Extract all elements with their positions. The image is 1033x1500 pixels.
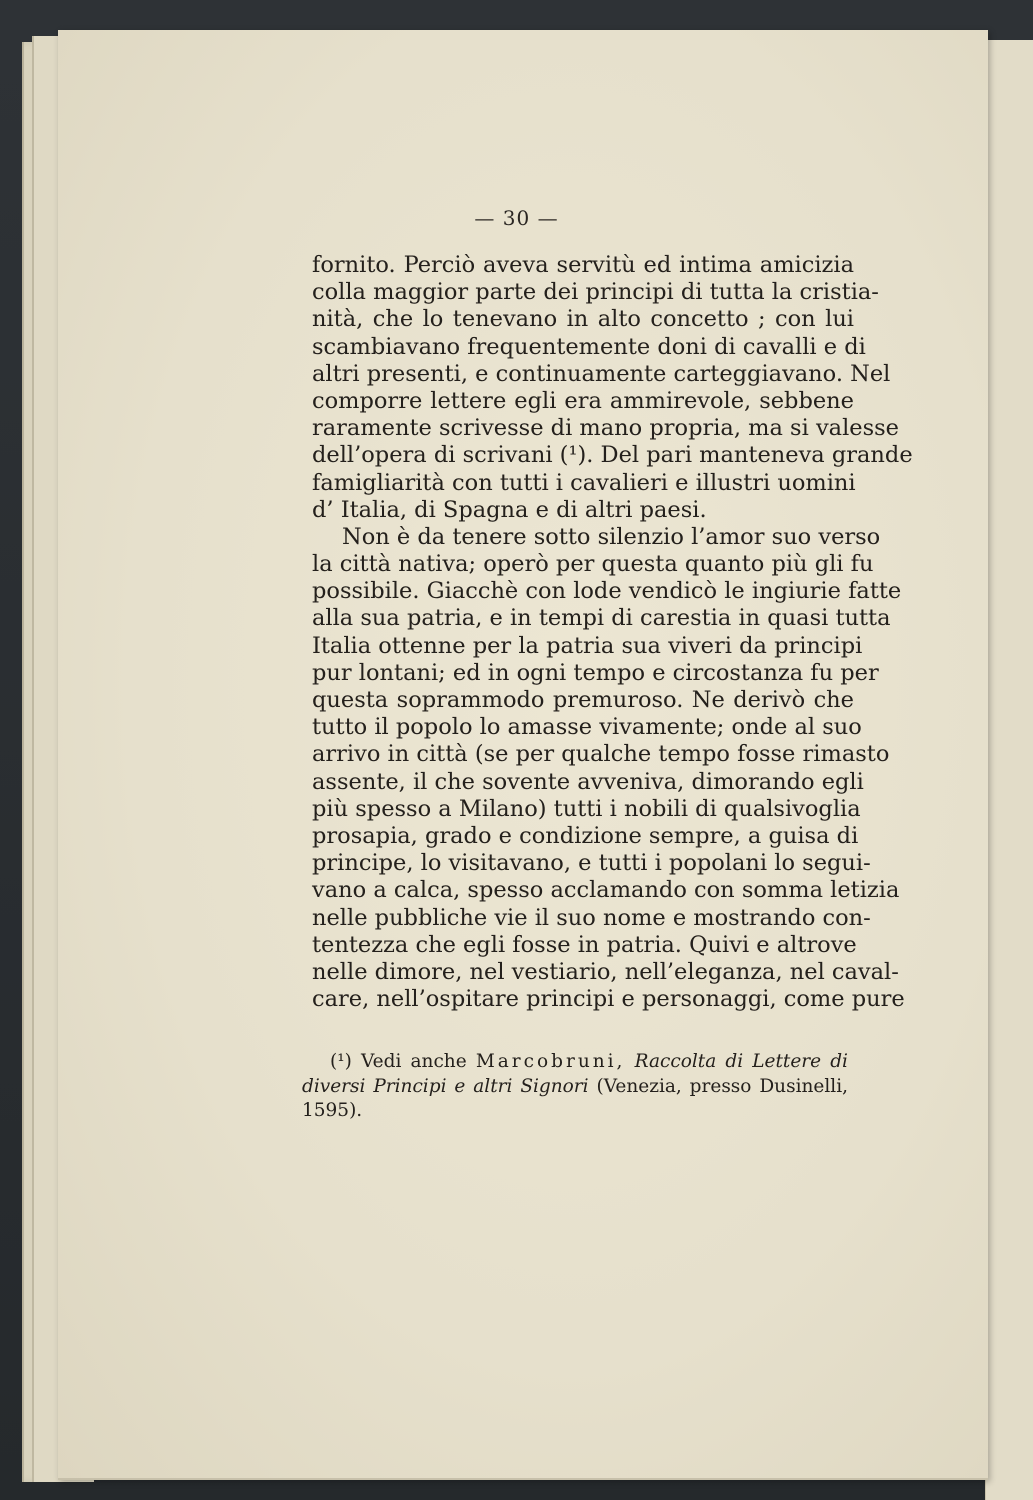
text-line: scambiavano frequentemente doni di cavalli e di xyxy=(312,333,866,360)
text-line: principe, lo visitavano, e tutti i popolani lo segui- xyxy=(312,850,871,877)
text-line: tutto il popolo lo amasse vivamente; onde al suo xyxy=(312,714,862,741)
text-line: colla maggior parte dei principi di tutta la cristia- xyxy=(312,279,879,306)
text-line: d’ Italia, di Spagna e di altri paesi. xyxy=(312,496,707,523)
footnote-title: Raccolta di Lettere di xyxy=(634,1051,848,1072)
footnote-publisher: (Venezia, presso Dusinelli, xyxy=(596,1075,849,1097)
text-line: prosapia, grado e condizione sempre, a guisa di xyxy=(312,822,859,849)
footnote-author: Marcobruni, xyxy=(475,1051,626,1072)
text-line: dell’opera di scrivani (¹). Del pari manteneva grande xyxy=(312,442,913,469)
text-line: fornito. Perciò aveva servitù ed intima amicizia xyxy=(312,252,854,278)
text-line: questa soprammodo premuroso. Ne derivò che xyxy=(312,687,854,713)
text-line: nelle pubbliche vie il suo nome e mostrando con- xyxy=(312,904,871,931)
page-number: — 30 — xyxy=(474,206,559,230)
footnote-line xyxy=(302,1050,848,1075)
text-line: nità, che lo tenevano in alto concetto ; con lui xyxy=(312,306,854,333)
text-line: la città nativa; operò per questa quanto più gli fu xyxy=(312,551,874,578)
footnote-marker: (¹) xyxy=(330,1051,352,1072)
text-line: care, nell’ospitare principi e personaggi, come pure xyxy=(312,986,905,1013)
text-line: Italia ottenne per la patria sua viveri da principi xyxy=(312,632,863,659)
footnote-intro: Vedi anche xyxy=(361,1051,467,1072)
text-line: nelle dimore, nel vestiario, nell’eleganza, nel caval- xyxy=(312,958,899,985)
text-line: famigliarità con tutti i cavalieri e illustri uomini xyxy=(312,469,856,496)
text-line: raramente scrivesse di mano propria, ma si valesse xyxy=(312,415,899,442)
text-line: più spesso a Milano) tutti i nobili di qualsivoglia xyxy=(312,795,861,822)
text-line: arrivo in città (se per qualche tempo fosse rimasto xyxy=(312,741,890,768)
text-line: tentezza che egli fosse in patria. Quivi e altrove xyxy=(312,931,857,958)
body-text xyxy=(312,252,913,1013)
text-line: comporre lettere egli era ammirevole, sebbene xyxy=(312,387,854,414)
footnote-year: 1595). xyxy=(302,1100,363,1121)
footnote-line xyxy=(302,1075,848,1100)
text-line: pur lontani; ed in ogni tempo e circostanza fu per xyxy=(312,659,879,686)
text-line: assente, il che sovente avveniva, dimorando egli xyxy=(312,768,864,795)
footnote-title-cont: diversi Principi e altri Signori xyxy=(302,1075,589,1097)
text-line: possibile. Giacchè con lode vendicò le ingiurie fatte xyxy=(312,578,902,605)
text-line: alla sua patria, e in tempi di carestia in quasi tutta xyxy=(312,605,891,632)
facing-page-edge xyxy=(985,40,1033,1500)
text-line: vano a calca, spesso acclamando con somma letizia xyxy=(312,877,900,904)
text-line: Non è da tenere sotto silenzio l’amor suo verso xyxy=(342,523,881,550)
footnote xyxy=(302,1050,848,1124)
text-line: altri presenti, e continuamente carteggiavano. Nel xyxy=(312,360,891,387)
footnote-line xyxy=(302,1099,848,1124)
